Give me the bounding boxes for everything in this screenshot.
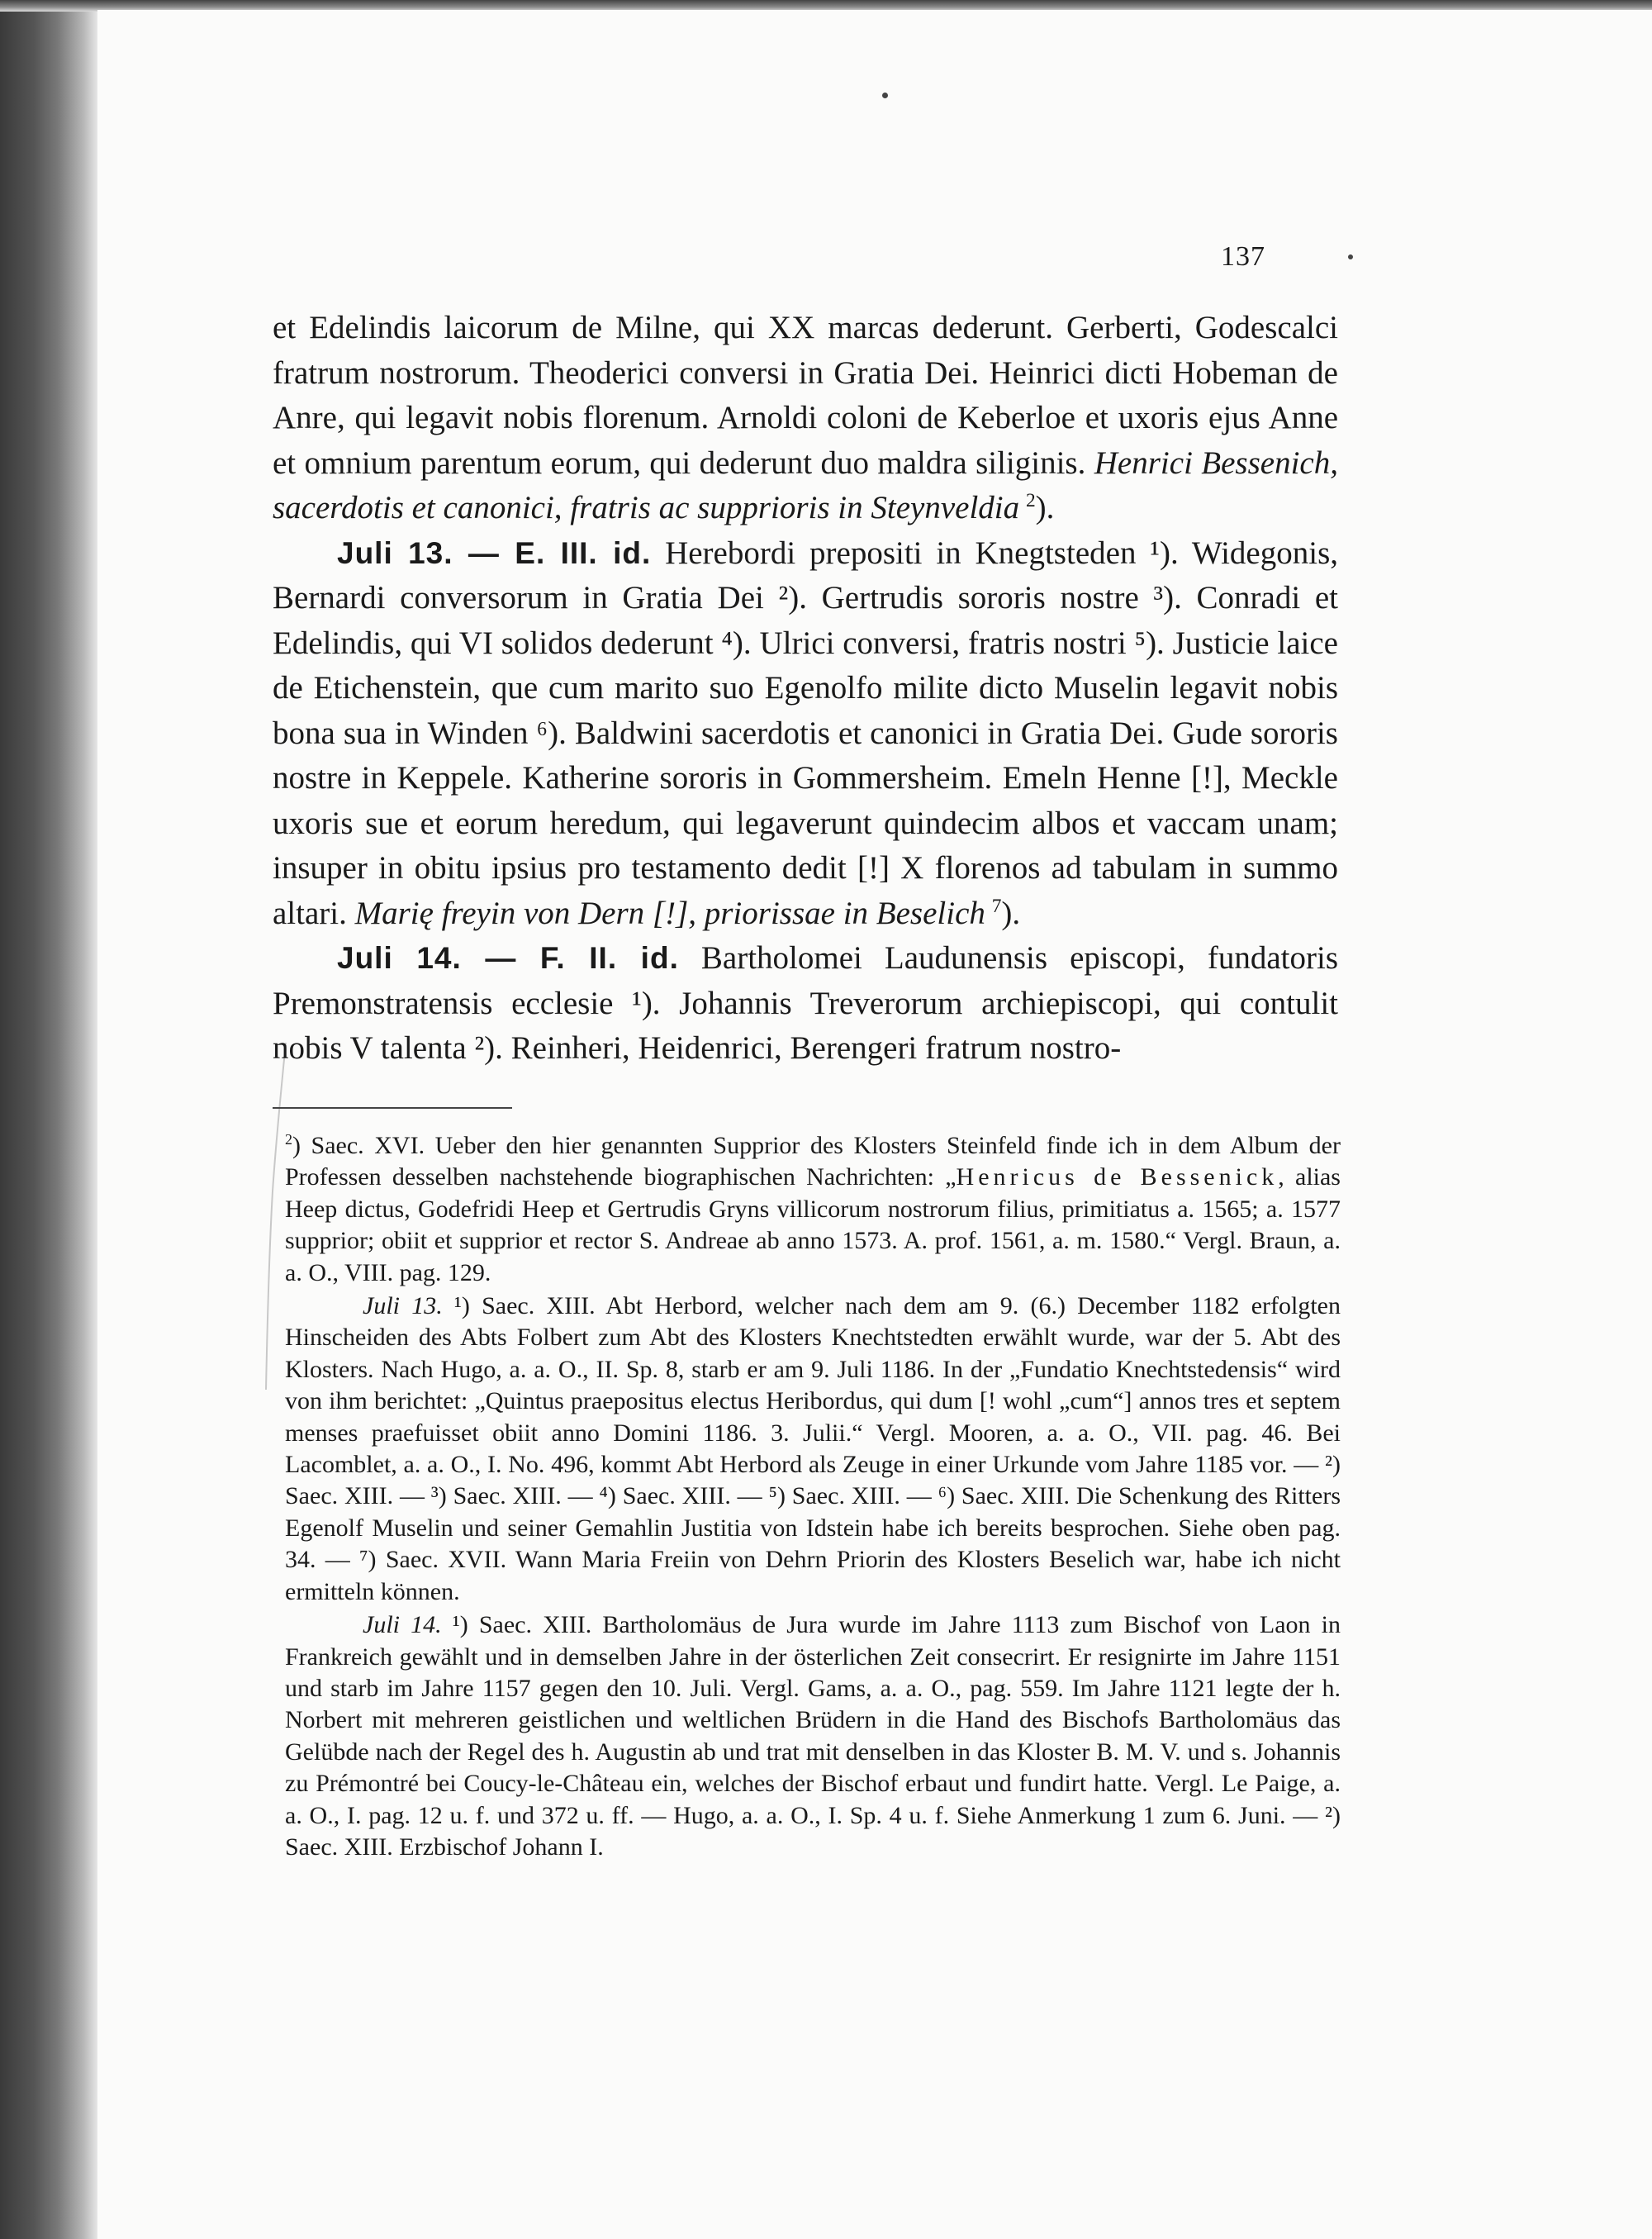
date-heading: Juli 13. — E. III. id.	[337, 535, 652, 570]
footnotes	[285, 1130, 1341, 1865]
main-text	[273, 306, 1338, 1072]
book-binding-shadow	[0, 0, 97, 2239]
footnote: $^2$) Saec. XVI. Ueber den hier genannten Supprior des Klosters Steinfeld finde ich in dem Album der Professen desselben nachstehende biographischen Nachrichten: „Henricus de Bessenick, alias Heep dictus, Godefridi Heep et Gertrudis Gryns villicorum nostrorum filius, primitiatus a. 1565; a. 1577 supprior; obiit et supprior et rector S. Andreae ab anno 1573. A. prof. 1561, a. m. 1580.“ Vergl. Braun, a. a. O., VIII. pag. 129.	[285, 1131, 1341, 1286]
paragraph-continuation: et Edelindis laicorum de Milne, qui XX marcas dederunt. Gerberti, Godescalci fratrum nostrorum. Theoderici conversi in Gratia Dei. Heinrici dicti Hobeman de Anre, qui legavit nobis florenum. Arnoldi coloni de Keberloe et uxoris ejus Anne et omnium parentum eorum, qui dederunt duo maldra siliginis. Henrici Bessenich, sacerdotis et canonici, fratris ac supprioris in Steynveldia $^2$).	[273, 310, 1338, 525]
entry-juli-13: Juli 13. — E. III. id. Herebordi prepositi in Knegtsteden ¹). Widegonis, Bernardi conversorum in Gratia Dei ²). Gertrudis sororis nostre ³). Conradi et Edelindis, qui VI solidos dederunt ⁴). Ulrici conversi, fratris nostri ⁵). Justicie laice de Etichenstein, que cum marito suo Egenolfo milite dicto Muselin legavit nobis bona sua in Winden ⁶). Baldwini sacerdotis et canonici in Gratia Dei. Gude sororis nostre in Keppele. Katherine sororis in Gommersheim. Emeln Henne [!], Meckle uxoris sue et eorum heredum, qui legaverunt quindecim albos et vaccam unam; insuper in obitu ipsius pro testamento dedit [!] X florenos ad tabulam in summo altari. Marię freyin von Dern [!], priorissae in Beselich $^7$).	[273, 535, 1338, 931]
page-number: 137	[1221, 241, 1265, 272]
entry-juli-14: Juli 14. — F. II. id. Bartholomei Laudunensis episcopi, fundatoris Premonstratensis ecclesie ¹). Johannis Treverorum archiepiscopi, qui contulit nobis V talenta ²). Reinheri, Heidenrici, Berengeri fratrum nostro-	[273, 940, 1338, 1066]
date-heading: Juli 14. — F. II. id.	[337, 941, 679, 975]
scan-speck	[882, 93, 888, 98]
footnote-separator	[273, 1107, 512, 1109]
footnote-group-juli-13: Juli 13. ¹) Saec. XIII. Abt Herbord, welcher nach dem am 9. (6.) December 1182 erfolgten Hinscheiden des Abts Folbert zum Abt des Klosters Knechtstedten erwählt wurde, war der 5. Abt des Klosters. Nach Hugo, a. a. O., II. Sp. 8, starb er am 9. Juli 1186. In der „Fundatio Knechtstedensis“ wird von ihm berichtet: „Quintus praepositus electus Heribordus, qui dum [! wohl „cum“] annos tres et septem menses praefuisset obiit anno Domini 1186. 3. Julii.“ Vergl. Mooren, a. a. O., VII. pag. 46. Bei Lacomblet, a. a. O., I. No. 496, kommt Abt Herbord als Zeuge in einer Urkunde vom Jahre 1185 vor. — ²) Saec. XIII. — ³) Saec. XIII. — ⁴) Saec. XIII. — ⁵) Saec. XIII. — ⁶) Saec. XIII. Die Schenkung des Ritters Egenolf Muselin und seiner Gemahlin Justitia von Idstein habe ich bereits besprochen. Siehe oben pag. 34. — ⁷) Saec. XVII. Wann Maria Freiin von Dehrn Priorin des Klosters Beselich war, habe ich nicht ermitteln können.	[285, 1292, 1341, 1605]
scan-speck	[1348, 254, 1353, 259]
footnote-group-juli-14: Juli 14. ¹) Saec. XIII. Bartholomäus de Jura wurde im Jahre 1113 zum Bischof von Laon in Frankreich gewählt und in demselben Jahre in der österlichen Zeit consecrirt. Er resignirte im Jahre 1151 und starb im Jahre 1157 gegen den 10. Juli. Vergl. Gams, a. a. O., pag. 559. Im Jahre 1121 legte der h. Norbert mit mehreren geistlichen und weltlichen Brüdern in die Hand des Bischofs Bartholomäus das Gelübde nach der Regel des h. Augustin ab und trat mit denselben in das Kloster B. M. V. und s. Johannis zu Prémontré bei Coucy-le-Château ein, welches der Bischof erbaut und fundirt hatte. Vergl. Le Paige, a. a. O., I. pag. 12 u. f. und 372 u. ff. — Hugo, a. a. O., I. Sp. 4 u. f. Siehe Anmerkung 1 zum 6. Juni. — ²) Saec. XIII. Erzbischof Johann I.	[285, 1611, 1341, 1861]
